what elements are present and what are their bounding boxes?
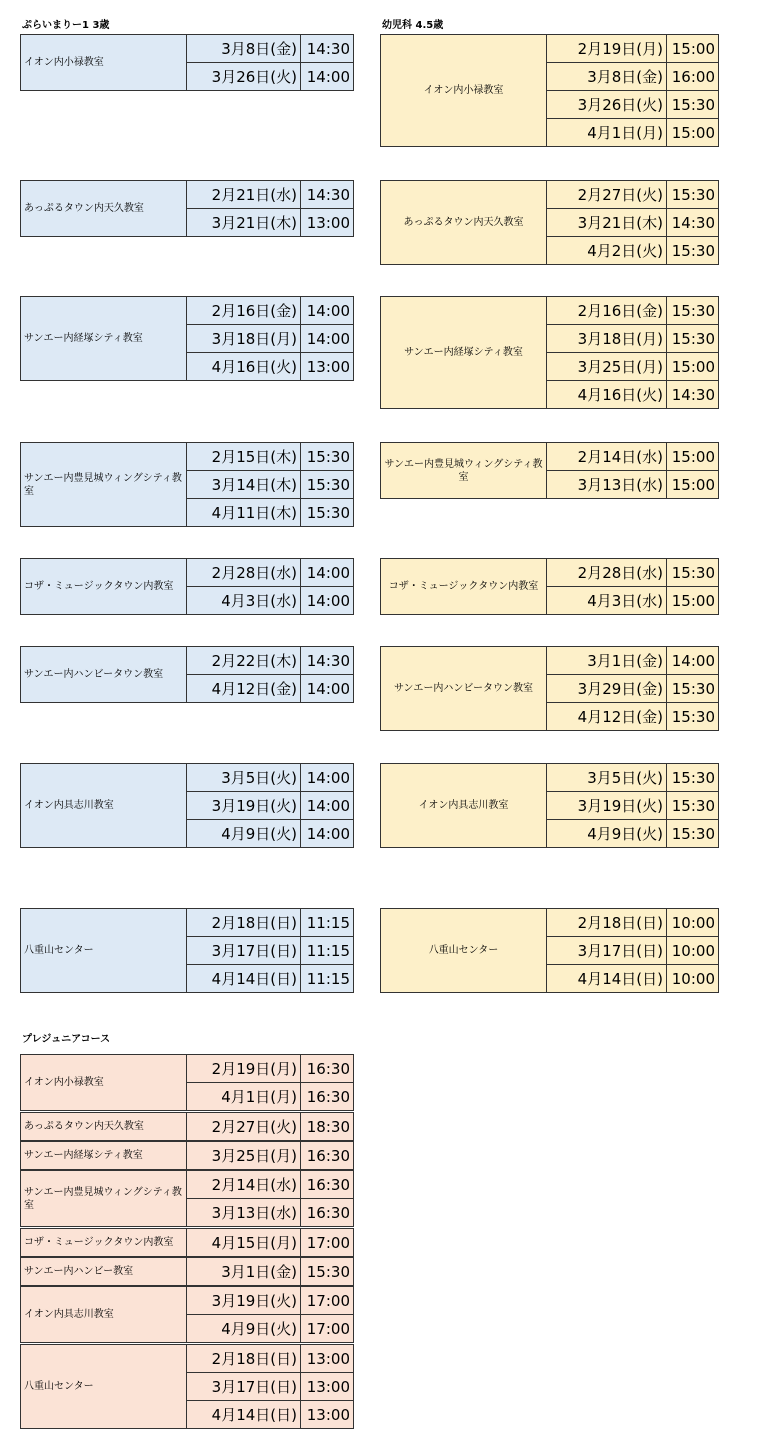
lesson-time: 14:00	[301, 764, 354, 792]
lesson-date: 4月9日(火)	[187, 1315, 301, 1343]
table-row	[381, 764, 719, 792]
right-schedule-table	[380, 558, 719, 615]
lesson-time: 13:00	[301, 1345, 354, 1373]
lesson-date: 3月25日(月)	[547, 353, 667, 381]
table-row	[21, 443, 354, 471]
left-schedule-table	[20, 558, 354, 615]
lesson-date: 4月11日(木)	[187, 499, 301, 527]
bottom-schedule-table	[20, 1344, 354, 1429]
left-schedule-table	[20, 442, 354, 527]
lesson-time: 15:30	[301, 499, 354, 527]
lesson-time: 15:30	[667, 675, 719, 703]
right-schedule-table	[380, 296, 719, 409]
lesson-time: 16:30	[301, 1055, 354, 1083]
table-row	[21, 1287, 354, 1315]
classroom-name: イオン内小禄教室	[21, 1055, 187, 1111]
classroom-name: イオン内小禄教室	[21, 35, 187, 91]
classroom-name: サンエー内ハンビータウン教室	[21, 647, 187, 703]
lesson-date: 3月25日(月)	[187, 1142, 301, 1170]
lesson-time: 16:30	[301, 1142, 354, 1170]
lesson-time: 13:00	[301, 1401, 354, 1429]
lesson-date: 4月3日(水)	[547, 587, 667, 615]
lesson-date: 2月14日(水)	[547, 443, 667, 471]
table-row	[21, 559, 354, 587]
lesson-time: 13:00	[301, 353, 354, 381]
lesson-date: 2月28日(水)	[547, 559, 667, 587]
lesson-date: 3月13日(水)	[547, 471, 667, 499]
lesson-time: 14:30	[667, 381, 719, 409]
lesson-date: 4月2日(火)	[547, 237, 667, 265]
lesson-time: 17:00	[301, 1315, 354, 1343]
lesson-date: 2月28日(水)	[187, 559, 301, 587]
classroom-name: サンエー内豊見城ウィングシティ教室	[381, 443, 547, 499]
bottom-schedule-table	[20, 1112, 354, 1141]
lesson-date: 3月1日(金)	[547, 647, 667, 675]
lesson-date: 2月18日(日)	[187, 909, 301, 937]
table-row	[381, 297, 719, 325]
lesson-date: 2月15日(木)	[187, 443, 301, 471]
table-row	[381, 909, 719, 937]
lesson-date: 3月21日(木)	[187, 209, 301, 237]
lesson-date: 3月26日(火)	[187, 63, 301, 91]
lesson-time: 15:00	[667, 587, 719, 615]
classroom-name: サンエー内豊見城ウィングシティ教室	[21, 1171, 187, 1227]
lesson-date: 2月16日(金)	[547, 297, 667, 325]
table-row	[381, 35, 719, 63]
classroom-name: サンエー内豊見城ウィングシティ教室	[21, 443, 187, 527]
lesson-date: 2月19日(月)	[547, 35, 667, 63]
lesson-time: 10:00	[667, 909, 719, 937]
lesson-time: 15:30	[301, 1258, 354, 1286]
lesson-date: 3月19日(火)	[547, 792, 667, 820]
left-schedule-table	[20, 763, 354, 848]
table-row	[21, 35, 354, 63]
lesson-date: 3月29日(金)	[547, 675, 667, 703]
lesson-date: 4月1日(月)	[187, 1083, 301, 1111]
lesson-date: 3月5日(火)	[547, 764, 667, 792]
lesson-time: 15:00	[667, 471, 719, 499]
lesson-time: 14:00	[301, 63, 354, 91]
lesson-time: 15:30	[667, 703, 719, 731]
table-row	[381, 559, 719, 587]
lesson-date: 3月18日(月)	[547, 325, 667, 353]
lesson-time: 14:00	[301, 559, 354, 587]
lesson-time: 11:15	[301, 937, 354, 965]
lesson-time: 18:30	[301, 1113, 354, 1141]
table-row	[21, 1258, 354, 1286]
lesson-time: 14:30	[301, 181, 354, 209]
classroom-name: サンエー内経塚シティ教室	[21, 1142, 187, 1170]
classroom-name: 八重山センター	[381, 909, 547, 993]
classroom-name: 八重山センター	[21, 909, 187, 993]
classroom-name: イオン内具志川教室	[381, 764, 547, 848]
lesson-time: 14:00	[667, 647, 719, 675]
right-schedule-table	[380, 763, 719, 848]
lesson-date: 2月21日(水)	[187, 181, 301, 209]
bottom-schedule-table	[20, 1054, 354, 1111]
lesson-date: 2月18日(日)	[547, 909, 667, 937]
lesson-date: 3月17日(日)	[187, 937, 301, 965]
table-row	[381, 181, 719, 209]
table-row	[21, 1345, 354, 1373]
lesson-time: 14:00	[301, 792, 354, 820]
lesson-time: 14:30	[301, 35, 354, 63]
classroom-name: イオン内小禄教室	[381, 35, 547, 147]
lesson-date: 4月14日(日)	[187, 965, 301, 993]
lesson-time: 15:30	[667, 297, 719, 325]
lesson-date: 4月14日(日)	[187, 1401, 301, 1429]
left-schedule-table	[20, 908, 354, 993]
lesson-date: 4月12日(金)	[187, 675, 301, 703]
table-row	[21, 909, 354, 937]
bottom-schedule-table	[20, 1228, 354, 1257]
lesson-date: 3月5日(火)	[187, 764, 301, 792]
lesson-time: 15:30	[667, 325, 719, 353]
classroom-name: コザ・ミュージックタウン内教室	[381, 559, 547, 615]
lesson-time: 11:15	[301, 909, 354, 937]
lesson-time: 15:30	[667, 764, 719, 792]
lesson-date: 3月17日(日)	[187, 1373, 301, 1401]
lesson-date: 4月16日(火)	[547, 381, 667, 409]
lesson-date: 2月27日(火)	[547, 181, 667, 209]
classroom-name: あっぷるタウン内天久教室	[381, 181, 547, 265]
right-schedule-table	[380, 180, 719, 265]
left-schedule-table	[20, 646, 354, 703]
lesson-time: 15:00	[667, 443, 719, 471]
classroom-name: イオン内具志川教室	[21, 764, 187, 848]
right-schedule-table	[380, 646, 719, 731]
lesson-date: 3月1日(金)	[187, 1258, 301, 1286]
classroom-name: 八重山センター	[21, 1345, 187, 1429]
lesson-date: 4月9日(火)	[187, 820, 301, 848]
table-row	[21, 1171, 354, 1199]
lesson-date: 4月15日(月)	[187, 1229, 301, 1257]
table-row	[21, 181, 354, 209]
table-row	[21, 1142, 354, 1170]
left-schedule-table	[20, 296, 354, 381]
bottom-schedule-table	[20, 1257, 354, 1286]
lesson-date: 3月21日(木)	[547, 209, 667, 237]
bottom-schedule-table	[20, 1170, 354, 1227]
classroom-name: サンエー内ハンビー教室	[21, 1258, 187, 1286]
table-row	[381, 647, 719, 675]
lesson-date: 3月26日(火)	[547, 91, 667, 119]
lesson-time: 15:30	[301, 443, 354, 471]
lesson-date: 4月3日(水)	[187, 587, 301, 615]
lesson-date: 2月27日(火)	[187, 1113, 301, 1141]
lesson-date: 3月14日(木)	[187, 471, 301, 499]
right-schedule-table	[380, 908, 719, 993]
lesson-time: 10:00	[667, 937, 719, 965]
lesson-time: 15:00	[667, 119, 719, 147]
lesson-date: 2月19日(月)	[187, 1055, 301, 1083]
classroom-name: サンエー内経塚シティ教室	[21, 297, 187, 381]
classroom-name: イオン内具志川教室	[21, 1287, 187, 1343]
lesson-date: 2月16日(金)	[187, 297, 301, 325]
lesson-date: 3月8日(金)	[547, 63, 667, 91]
lesson-date: 4月12日(金)	[547, 703, 667, 731]
lesson-time: 15:00	[667, 353, 719, 381]
lesson-time: 16:30	[301, 1199, 354, 1227]
lesson-time: 15:30	[667, 792, 719, 820]
lesson-time: 15:30	[301, 471, 354, 499]
lesson-time: 17:00	[301, 1287, 354, 1315]
classroom-name: サンエー内経塚シティ教室	[381, 297, 547, 409]
lesson-time: 15:30	[667, 559, 719, 587]
lesson-time: 16:30	[301, 1171, 354, 1199]
classroom-name: あっぷるタウン内天久教室	[21, 1113, 187, 1141]
lesson-time: 11:15	[301, 965, 354, 993]
lesson-time: 15:30	[667, 237, 719, 265]
lesson-date: 3月19日(火)	[187, 792, 301, 820]
lesson-time: 16:00	[667, 63, 719, 91]
table-row	[21, 1229, 354, 1257]
lesson-date: 2月14日(水)	[187, 1171, 301, 1199]
table-row	[21, 1113, 354, 1141]
table-row	[21, 764, 354, 792]
lesson-date: 3月19日(火)	[187, 1287, 301, 1315]
right-section-title: 幼児科 4.5歳	[382, 20, 444, 31]
bottom-schedule-table	[20, 1141, 354, 1170]
classroom-name: コザ・ミュージックタウン内教室	[21, 1229, 187, 1257]
lesson-time: 14:00	[301, 675, 354, 703]
lesson-date: 4月1日(月)	[547, 119, 667, 147]
lesson-time: 14:00	[301, 587, 354, 615]
lesson-date: 4月16日(火)	[187, 353, 301, 381]
lesson-time: 14:00	[301, 297, 354, 325]
table-row	[21, 297, 354, 325]
table-row	[21, 1055, 354, 1083]
lesson-time: 15:30	[667, 91, 719, 119]
lesson-time: 15:00	[667, 35, 719, 63]
lesson-time: 17:00	[301, 1229, 354, 1257]
lesson-time: 15:30	[667, 820, 719, 848]
right-schedule-table	[380, 34, 719, 147]
left-schedule-table	[20, 180, 354, 237]
lesson-time: 10:00	[667, 965, 719, 993]
classroom-name: あっぷるタウン内天久教室	[21, 181, 187, 237]
lesson-time: 13:00	[301, 1373, 354, 1401]
lesson-time: 14:30	[301, 647, 354, 675]
lesson-date: 3月18日(月)	[187, 325, 301, 353]
lesson-time: 14:30	[667, 209, 719, 237]
lesson-date: 3月17日(日)	[547, 937, 667, 965]
table-row	[381, 443, 719, 471]
left-schedule-table	[20, 34, 354, 91]
lesson-date: 3月13日(水)	[187, 1199, 301, 1227]
lesson-date: 2月22日(木)	[187, 647, 301, 675]
lesson-date: 3月8日(金)	[187, 35, 301, 63]
bottom-schedule-table	[20, 1286, 354, 1343]
left-section-title: ぷらいまりー1 3歳	[22, 20, 110, 31]
lesson-time: 14:00	[301, 820, 354, 848]
classroom-name: コザ・ミュージックタウン内教室	[21, 559, 187, 615]
lesson-time: 13:00	[301, 209, 354, 237]
table-row	[21, 647, 354, 675]
lesson-date: 2月18日(日)	[187, 1345, 301, 1373]
lesson-time: 14:00	[301, 325, 354, 353]
bottom-section-title: プレジュニアコース	[22, 1034, 111, 1045]
classroom-name: サンエー内ハンビータウン教室	[381, 647, 547, 731]
right-schedule-table	[380, 442, 719, 499]
lesson-time: 16:30	[301, 1083, 354, 1111]
lesson-date: 4月9日(火)	[547, 820, 667, 848]
lesson-time: 15:30	[667, 181, 719, 209]
lesson-date: 4月14日(日)	[547, 965, 667, 993]
